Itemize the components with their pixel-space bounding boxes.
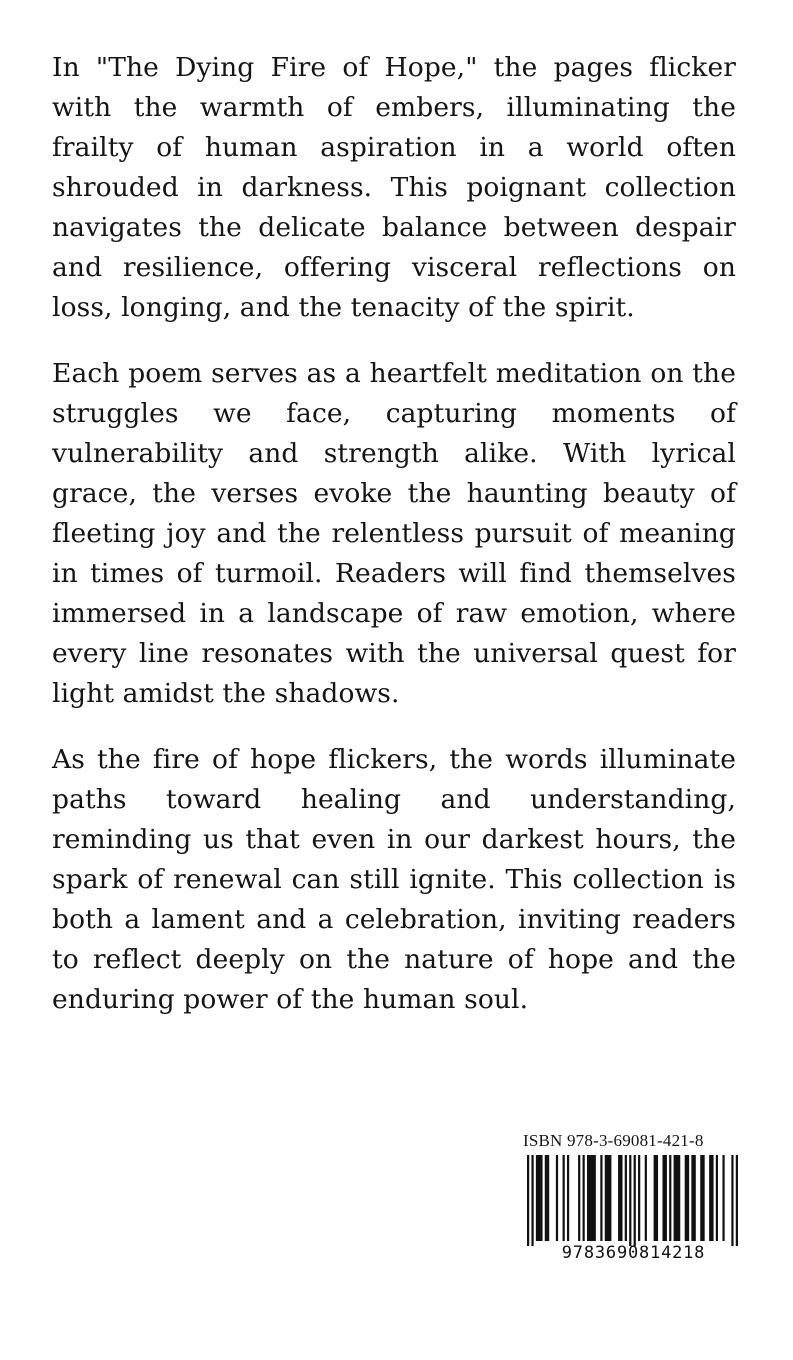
barcode-bar-9 (587, 1155, 596, 1241)
isbn-barcode-block (521, 1131, 744, 1271)
barcode-bar-29 (736, 1155, 738, 1246)
barcode-bar-28 (731, 1155, 733, 1246)
barcode-bar-23 (691, 1155, 695, 1241)
isbn-label: ISBN 978-3-69081-421-8 (523, 1131, 704, 1150)
barcode-bar-0 (527, 1155, 529, 1246)
barcode-bar-6 (567, 1155, 569, 1241)
description-paragraph-1: In "The Dying Fire of Hope," the pages flicker with the warmth of embers, illuminating the frailty of human aspiration in a world often shrouded in darkness. This poignant collection navigates the delicate balance between despair and resilience, offering visceral reflections on loss, longing, and the tenacity of the spirit. (52, 52, 736, 323)
barcode-bar-5 (563, 1155, 565, 1241)
barcode-bar-27 (722, 1155, 724, 1241)
barcode-bar-18 (654, 1155, 658, 1241)
barcode-bar-13 (625, 1155, 627, 1241)
barcode-bar-7 (578, 1155, 580, 1241)
barcode-bar-21 (674, 1155, 681, 1241)
barcode-bar-15 (634, 1155, 636, 1246)
barcode-bar-1 (531, 1155, 533, 1246)
barcode-bar-26 (716, 1155, 718, 1241)
barcode-bar-4 (556, 1155, 558, 1241)
barcode-bar-25 (709, 1155, 713, 1241)
barcode-bar-22 (685, 1155, 689, 1241)
barcode-bar-14 (629, 1155, 631, 1246)
barcode-bar-19 (662, 1155, 666, 1241)
barcode-bar-24 (700, 1155, 704, 1241)
barcode-bar-3 (545, 1155, 549, 1241)
barcode-bar-12 (618, 1155, 622, 1241)
barcode-bar-20 (669, 1155, 671, 1241)
book-description (52, 48, 736, 1046)
barcode-bar-17 (645, 1155, 647, 1241)
ean13-barcode (521, 1155, 744, 1246)
barcode-bar-8 (583, 1155, 585, 1241)
barcode-digits: 9783690814218 (561, 1243, 706, 1263)
barcode-bar-16 (638, 1155, 640, 1241)
barcode-bar-11 (605, 1155, 612, 1241)
barcode-bar-2 (536, 1155, 543, 1241)
description-paragraph-2: Each poem serves as a heartfelt meditation on the struggles we face, capturing moments of vulnerability and strength alike. With lyrical grace, the verses evoke the haunting beauty of fleeting joy and the relentless pursuit of meaning in times of turmoil. Readers will find themselves immersed in a landscape of raw emotion, where every line resonates with the universal quest for light amidst the shadows. (52, 358, 736, 709)
description-paragraph-3: As the fire of hope flickers, the words illuminate paths toward healing and understanding, reminding us that even in our darkest hours, the spark of renewal can still ignite. This collection is both a lament and a celebration, inviting readers to reflect deeply on the nature of hope and the enduring power of the human soul. (52, 744, 736, 1015)
barcode-bar-10 (600, 1155, 602, 1241)
